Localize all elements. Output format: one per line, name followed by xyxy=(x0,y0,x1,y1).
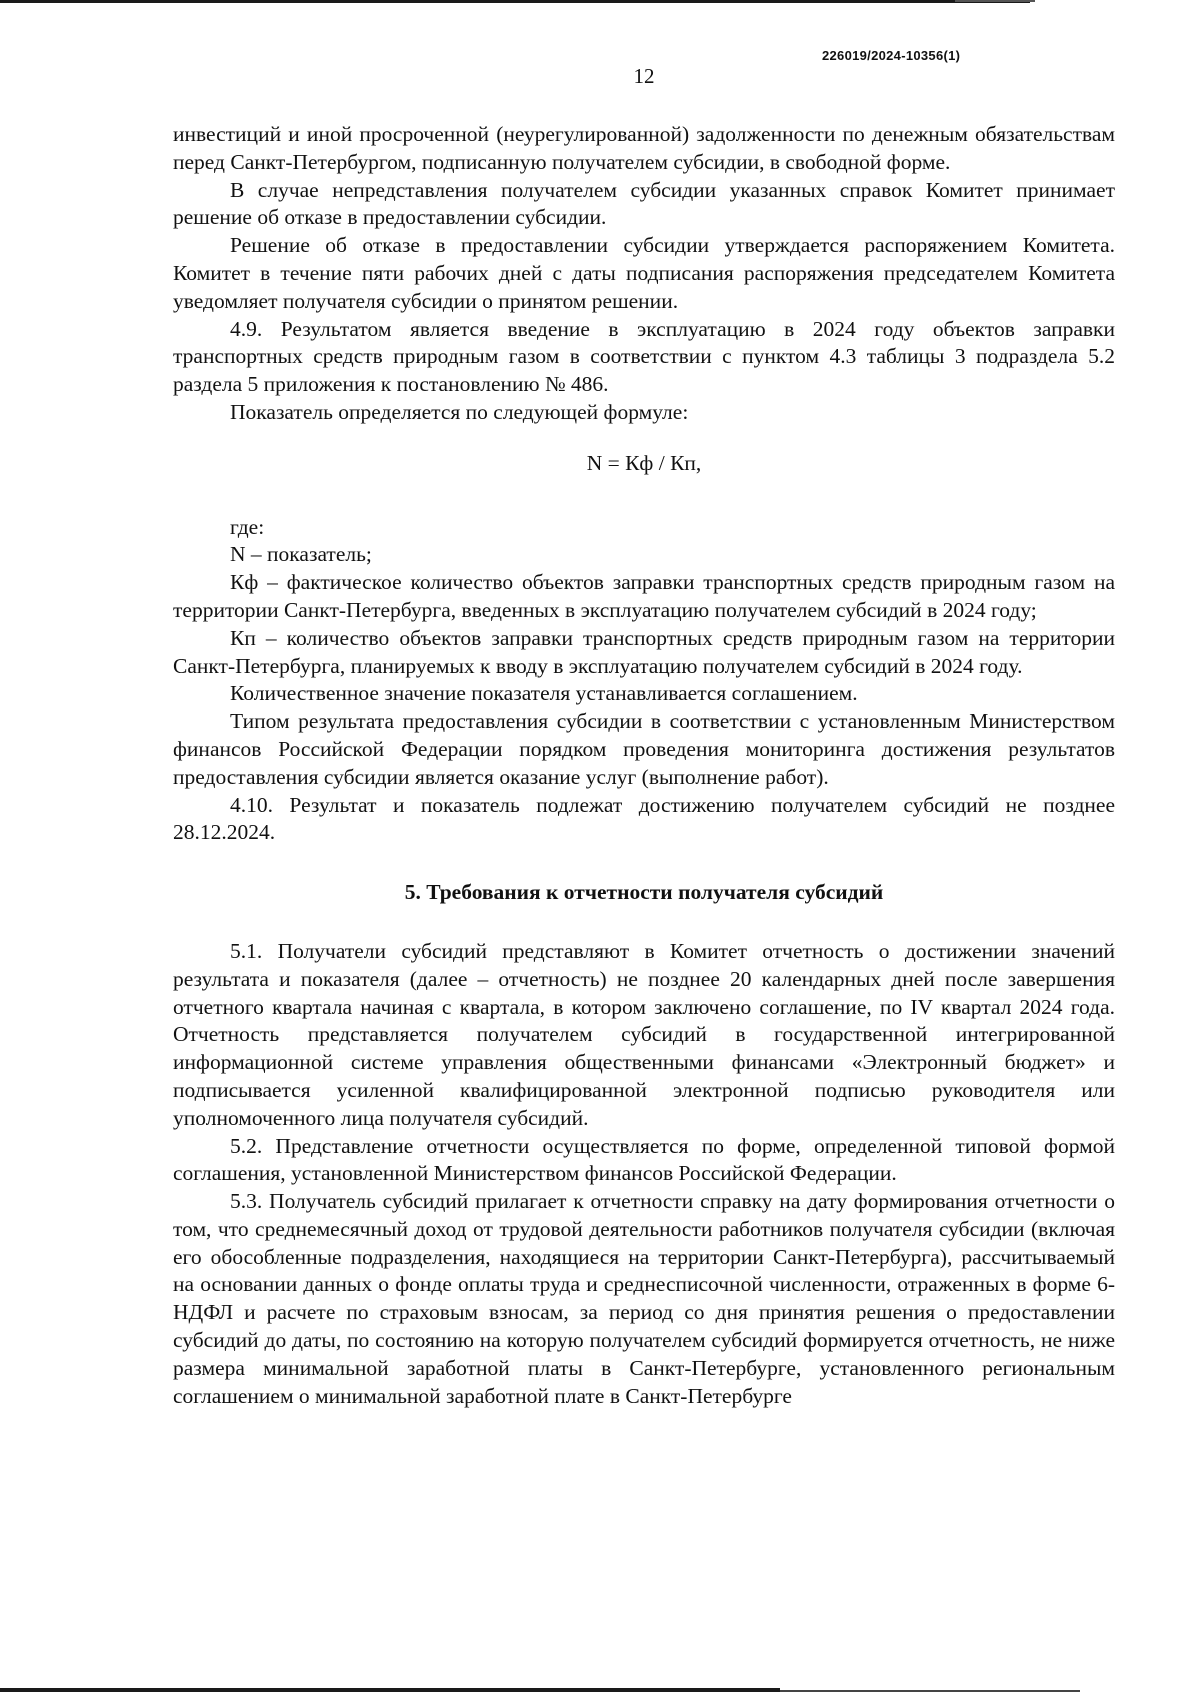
scan-edge-top-right xyxy=(955,0,1035,2)
paragraph-continuation: инвестиций и иной просроченной (неурегулированной) задолженности по денежным обязательствам перед Санкт-Петербургом, подписанную получателем субсидии, в свободной форме. xyxy=(173,122,1115,174)
paragraph-def-kf: Кф – фактическое количество объектов заправки транспортных средств природным газом на территории Санкт-Петербурга, введенных в эксплуатацию получателем субсидий в 2024 году; xyxy=(173,570,1115,622)
paragraph-result-type: Типом результата предоставления субсидии в соответствии с установленным Министерством финансов Российской Федерации порядком проведения мониторинга достижения результатов предоставления субсидии является оказание услуг (выполнение работ). xyxy=(173,709,1115,789)
paragraph-refusal-reason: В случае непредставления получателем субсидии указанных справок Комитет принимает решение об отказе в предоставлении субсидии. xyxy=(173,177,1115,230)
scan-edge-top xyxy=(0,0,1030,3)
document-body xyxy=(173,121,1115,1410)
page-number: 12 xyxy=(633,64,655,88)
formula: N = Кф / Кп, xyxy=(586,450,702,475)
section-heading-5: 5. Требования к отчетности получателя субсидий xyxy=(404,880,884,905)
paragraph-5-1: 5.1. Получатели субсидий представляют в Комитет отчетность о достижении значений результата и показателя (далее – отчетность) не позднее 20 календарных дней после завершения отчетного квартала начиная с квартала, в котором заключено соглашение, по IV квартал 2024 года. Отчетность представляется получателем субсидий в государственной интегрированной информационной системе управления общественными финансами «Электронный бюджет» и подписывается усиленной квалифицированной электронной подписью руководителя или уполномоченного лица получателя субсидий. xyxy=(173,938,1115,1130)
paragraph-5-2: 5.2. Представление отчетности осуществляется по форме, определенной типовой формой соглашения, установленной Министерством финансов Российской Федерации. xyxy=(173,1133,1115,1186)
paragraph-5-3: 5.3. Получатель субсидий прилагает к отчетности справку на дату формирования отчетности о том, что среднемесячный доход от трудовой деятельности работников получателя субсидии (включая его обособленные подразделения, находящиеся на территории Санкт-Петербурга), рассчитываемый на основании данных о фонде оплаты труда и среднесписочной численности, отраженных в форме 6-НДФЛ и расчете по страховым взносам, за период со дня принятия решения о предоставлении субсидий до даты, по состоянию на которую получателем субсидий формируется отчетность, не ниже размера минимальной заработной платы в Санкт-Петербурге, установленного региональным соглашением о минимальной заработной плате в Санкт-Петербурге xyxy=(173,1189,1115,1408)
paragraph-formula-intro: Показатель определяется по следующей формуле: xyxy=(230,399,689,424)
document-number: 226019/2024-10356(1) xyxy=(822,48,961,63)
paragraph-4-10: 4.10. Результат и показатель подлежат достижению получателем субсидий не позднее 28.12.2024. xyxy=(173,792,1115,845)
paragraph-def-kp: Кп – количество объектов заправки транспортных средств природным газом на территории Санкт-Петербурга, планируемых к вводу в эксплуатацию получателем субсидий в 2024 году. xyxy=(173,625,1115,678)
scan-edge-bottom xyxy=(0,1688,780,1692)
paragraph-where: где: xyxy=(230,514,265,539)
paragraph-quantitative-value: Количественное значение показателя устанавливается соглашением. xyxy=(230,681,858,706)
paragraph-4-9: 4.9. Результатом является введение в эксплуатацию в 2024 году объектов заправки транспортных средств природным газом в соответствии с пунктом 4.3 таблицы 3 подраздела 5.2 раздела 5 приложения к постановлению № 486. xyxy=(173,316,1115,397)
paragraph-refusal-decision: Решение об отказе в предоставлении субсидии утверждается распоряжением Комитета. Комитет в течение пяти рабочих дней с даты подписания распоряжения председателем Комитета уведомляет получателя субсидии о принятом решении. xyxy=(173,233,1115,313)
paragraph-def-n: N – показатель; xyxy=(230,542,372,567)
